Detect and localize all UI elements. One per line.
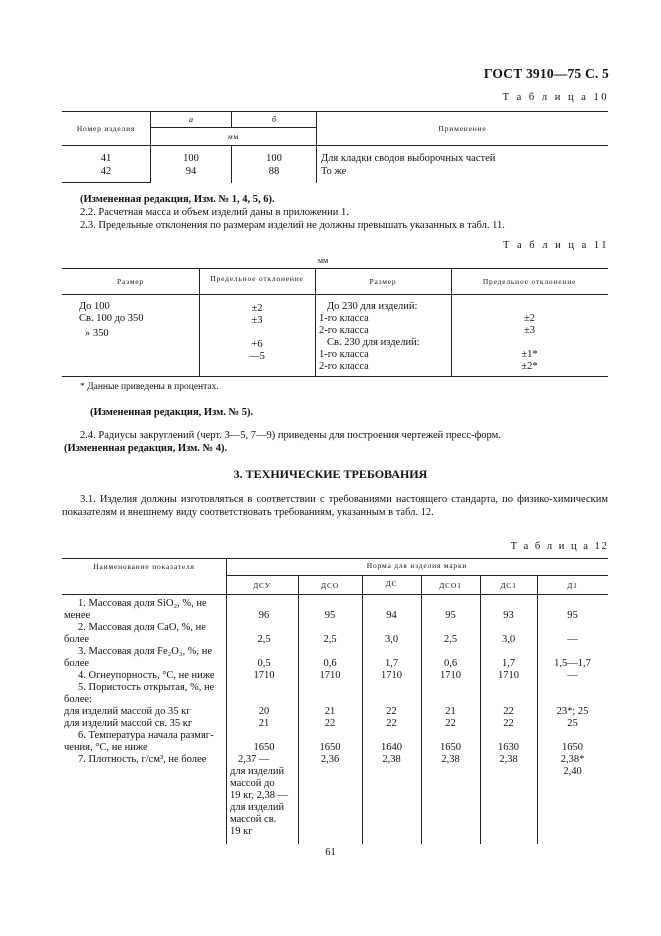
table-row: 42 94 88 То же	[62, 165, 608, 178]
table12-cell: 1710	[381, 670, 402, 681]
table11-unit: мм	[318, 256, 329, 265]
table12-cell: 2,38*	[560, 754, 585, 765]
table12-cell: 20	[258, 706, 270, 717]
list-item: ±2	[523, 313, 535, 324]
table12-name-line: 6. Температура начала размяг-	[78, 730, 214, 741]
table12-cell	[480, 730, 537, 742]
section-title: 3. ТЕХНИЧЕСКИЕ ТРЕБОВАНИЯ	[233, 467, 428, 481]
table12-cell: 22	[386, 706, 397, 717]
table12	[62, 558, 608, 844]
table12-cell	[228, 682, 300, 694]
list-item: +6	[251, 339, 263, 350]
table12-cell: для изделий	[230, 766, 285, 777]
paragraph-3-1: 3.1. Изделия должны изготовляться в соответствии с требованиями настоящего стандарта, по физико-химическим показателям и внешнему виду соответствовать требованиям, указанным в табл. 12.	[62, 494, 608, 518]
list-item: ±3	[523, 325, 535, 336]
table11-footnote: * Данные приведены в процентах.	[80, 382, 219, 392]
table12-cell: 25	[567, 718, 578, 729]
list-item: 2-го класса	[319, 325, 369, 336]
table12-cell: 0,6	[443, 658, 458, 669]
table12-cell	[298, 682, 362, 694]
table12-cell	[537, 682, 608, 694]
table12-cell	[228, 694, 300, 706]
list-item: ±2*	[521, 361, 538, 372]
table12-cell	[421, 622, 480, 634]
table12-cell: 21	[324, 706, 336, 717]
list-item: ±3	[251, 315, 263, 326]
table12-cell	[537, 598, 608, 610]
paragraph-2-3: 2.3. Предельные отклонения по размерам изделий не должны превышать указанных в табл. 11.	[80, 220, 505, 231]
table12-cell	[362, 694, 421, 706]
list-item: 2-го класса	[319, 361, 369, 372]
paragraph-2-4: 2.4. Радиусы закруглений (черт. 3—5, 7—9) приведены для построения чертежей пресс-форм.	[80, 430, 501, 441]
table12-cell: 1710	[440, 670, 461, 681]
list-item: —5	[249, 351, 265, 362]
table12-header-norm: Норма для изделия марки	[366, 561, 468, 570]
table10-header-use: Применение	[317, 112, 609, 146]
table12-name-line: более	[64, 634, 90, 645]
table12-cell: 1650	[253, 742, 275, 753]
table12-cell: 2,38	[382, 754, 401, 765]
table12-cell	[480, 646, 537, 658]
table12-cell: 1,5—1,7	[554, 658, 591, 669]
table12-cell	[228, 646, 300, 658]
table12-cell: 22	[445, 718, 456, 729]
table12-brand: Д1	[567, 581, 578, 590]
table12-column	[480, 598, 537, 766]
table10-caption: Т а б л и ц а 10	[502, 92, 609, 103]
table12-cell: 2,36	[320, 754, 340, 765]
table12-name-line: менее	[64, 610, 91, 621]
table12-cell	[421, 646, 480, 658]
table11-header-size: Размер	[117, 277, 144, 286]
table12-column	[362, 598, 421, 766]
table12-column	[298, 598, 362, 766]
table12-brand: ДС	[385, 579, 398, 588]
list-item: 1-го класса	[319, 313, 369, 324]
table12-cell: 1710	[498, 670, 519, 681]
table12-cell: массой св.	[230, 814, 277, 825]
table12-cell	[228, 598, 300, 610]
table12-cell: 1650	[440, 742, 461, 753]
table12-cell: 1640	[381, 742, 402, 753]
table11-header-deviation: Предельное отклонение	[210, 274, 304, 283]
table12-cell	[298, 598, 362, 610]
table12-cell: для изделий	[230, 802, 285, 813]
table12-cell: массой до	[230, 778, 275, 789]
list-item: ±1*	[521, 349, 538, 360]
table12-cell: 22	[324, 718, 336, 729]
table12-header-name: Наименование показателя	[93, 562, 195, 571]
table12-column	[228, 598, 300, 838]
table12-cell	[480, 694, 537, 706]
table12-name-line: 5. Пористость открытая, %, не	[78, 682, 215, 693]
table12-cell: 1650	[562, 742, 583, 753]
paragraph-2-2: 2.2. Расчетная масса и объем изделий даны в приложении 1.	[80, 207, 349, 218]
table12-cell	[537, 622, 608, 634]
table12-name-line: 3. Массовая доля Fe₂O₃, %, не	[78, 646, 213, 657]
page-number: 61	[325, 847, 336, 858]
table12-cell	[537, 730, 608, 742]
table12-name-line: 7. Плотность, г/см³, не более	[78, 754, 207, 765]
table12-name-line: более	[64, 658, 90, 669]
table12-cell: 2,38	[441, 754, 460, 765]
table12-cell: 1,7	[501, 658, 516, 669]
table12-cell: 19 кг	[230, 826, 253, 837]
table12-cell: 19 кг, 2,38 —	[230, 790, 289, 801]
table12-cell	[480, 598, 537, 610]
table12-cell: 96	[258, 610, 270, 621]
table10-header-unit: мм	[151, 128, 317, 146]
table12-name-line: для изделий массой св. 35 кг	[64, 718, 193, 729]
table12-cell	[298, 622, 362, 634]
list-item: До 100	[79, 301, 110, 312]
table12-cell	[421, 598, 480, 610]
table12-cell: 3,0	[501, 634, 516, 645]
table12-cell: 2,5	[443, 634, 458, 645]
table10	[62, 111, 608, 183]
table12-brand: ДС1	[500, 581, 517, 590]
table12-cell: 3,0	[384, 634, 399, 645]
table12-cell: 22	[503, 706, 514, 717]
list-item: Св. 230 для изделий:	[327, 337, 420, 348]
table12-cell: 2,37 —	[238, 754, 270, 765]
amendment-note: (Измененная редакция, Изм. № 5).	[90, 407, 254, 418]
table12-cell	[421, 730, 480, 742]
table12-column	[421, 598, 480, 766]
table12-cell: —	[567, 634, 578, 645]
table12-name-line: 4. Огнеупорность, °С, не ниже	[78, 670, 215, 681]
table12-column	[537, 598, 608, 778]
table11-caption: Т а б л и ц а 11	[502, 240, 609, 251]
table12-cell	[421, 682, 480, 694]
amendment-note: (Измененная редакция, Изм. № 1, 4, 5, 6).	[80, 194, 275, 205]
page-header: ГОСТ 3910—75 С. 5	[483, 66, 609, 81]
table12-cell: 2,5	[257, 634, 271, 645]
table10-header-a: а	[151, 112, 232, 128]
table12-cell: 21	[258, 718, 270, 729]
table12-cell: 22	[503, 718, 514, 729]
table11-header-deviation-2: Предельное отклонение	[482, 277, 577, 286]
table10-header-b: б	[232, 112, 317, 128]
table12-cell: 2,5	[323, 634, 337, 645]
table12-cell: 95	[324, 610, 336, 621]
table12-names	[64, 598, 224, 766]
table12-cell	[362, 730, 421, 742]
table12-name-line: 2. Массовая доля CaO, %, не	[78, 622, 206, 633]
table12-cell	[298, 694, 362, 706]
table12-cell: 2,40	[563, 766, 582, 777]
list-item: Св. 100 до 350	[79, 313, 144, 324]
table12-cell	[480, 622, 537, 634]
table12-name-line: более:	[64, 694, 92, 705]
table12-cell: 95	[567, 610, 578, 621]
table12-cell	[480, 682, 537, 694]
table12-cell	[228, 622, 300, 634]
table12-brand: ДСО1	[439, 581, 462, 590]
table12-cell	[421, 694, 480, 706]
table12-cell: 1,7	[384, 658, 399, 669]
table12-cell: 1650	[319, 742, 341, 753]
table12-cell: 1710	[319, 670, 341, 681]
table12-cell	[362, 646, 421, 658]
list-item: ±2	[251, 303, 263, 314]
table12-cell	[362, 598, 421, 610]
table12-name-line: для изделий массой до 35 кг	[64, 706, 191, 717]
table12-cell	[537, 646, 608, 658]
table12-cell: 1630	[498, 742, 519, 753]
table12-cell	[362, 622, 421, 634]
table12-brand: ДСУ	[253, 581, 271, 590]
table-row: 41 100 100 Для кладки сводов выборочных частей	[62, 152, 608, 165]
table12-cell: 94	[386, 610, 397, 621]
table12-cell: 21	[445, 706, 456, 717]
table12-cell: —	[567, 670, 578, 681]
table12-cell	[298, 646, 362, 658]
table12-cell: 2,38	[499, 754, 518, 765]
table11	[62, 268, 608, 376]
table12-cell: 93	[503, 610, 514, 621]
list-item: » 350	[85, 328, 109, 339]
list-item: До 230 для изделий:	[327, 301, 418, 312]
table12-cell: 0,6	[323, 658, 337, 669]
table12-cell: 0,5	[257, 658, 271, 669]
table12-cell: 23*; 25	[556, 706, 589, 717]
table12-cell	[228, 730, 300, 742]
table12-cell	[537, 694, 608, 706]
table12-caption: Т а б л и ц а 12	[510, 541, 609, 552]
list-item: 1-го класса	[319, 349, 369, 360]
amendment-note: (Измененная редакция, Изм. № 4).	[64, 443, 228, 454]
table12-brand: ДСО	[321, 581, 339, 590]
table11-header-size-2: Размер	[369, 277, 397, 286]
table12-cell: 95	[445, 610, 456, 621]
table12-cell	[362, 682, 421, 694]
table12-name-line: 1. Массовая доля SiO₂, %, не	[78, 598, 207, 609]
table12-cell: 1710	[253, 670, 275, 681]
table12-name-line: чения, °С, не ниже	[64, 742, 148, 753]
table10-header-number: Номер изделия	[62, 112, 151, 146]
table12-cell	[298, 730, 362, 742]
table12-cell: 22	[386, 718, 397, 729]
